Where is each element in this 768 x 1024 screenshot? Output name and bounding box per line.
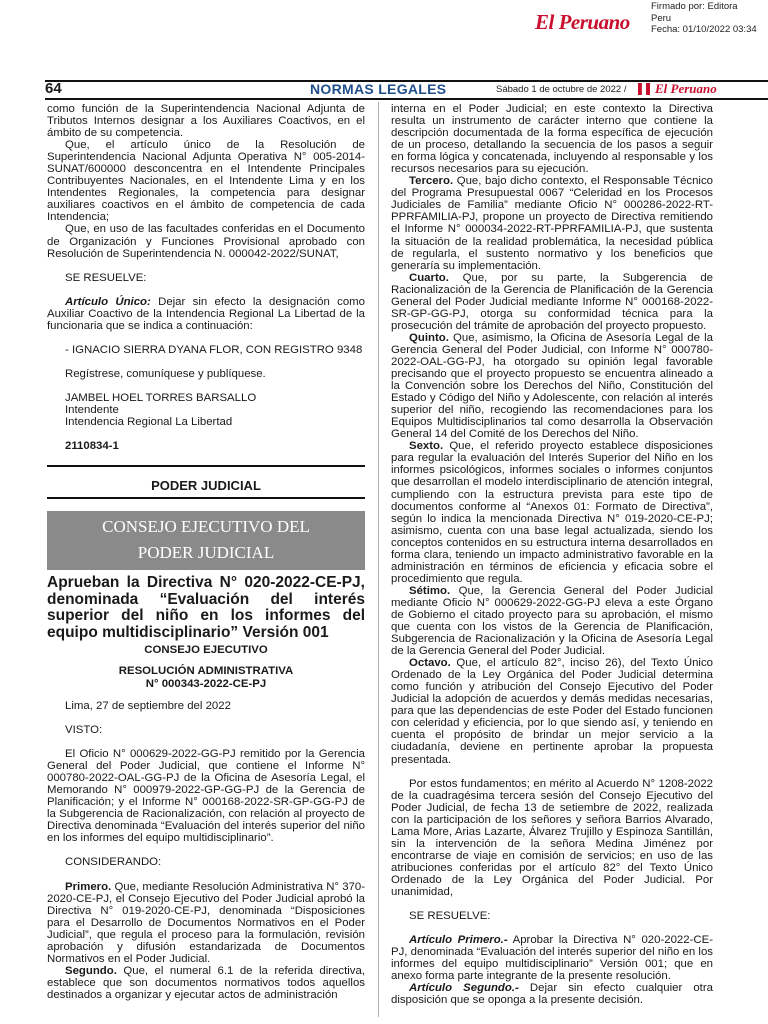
paragraph: Que, el artículo único de la Resolución de Superintendencia Nacional Adjunta Operativa N° 005-2014-SUNAT/600000 desconcentra en el Intendente Principales Contribuyentes Nacionales, en el Intendente Lima y en los Intendentes Regionales, la competencia para designar auxiliares coactivos en el ámbito de competencia de cada Intendencia;	[47, 139, 365, 224]
signature-line-1: Firmado por: Editora	[651, 1, 738, 12]
quinto-label: Quinto.	[409, 331, 449, 344]
cuarto	[391, 272, 713, 332]
cuarto-label: Cuarto.	[409, 271, 449, 284]
octavo-text: Que, el artículo 82°, inciso 26), del Texto Único Ordenado de la Ley Orgánica del Poder Judicial determina como función y atribución del Consejo Ejecutivo del Poder Judicial la adopción de acuerdos y demás medidas necesarias, para que las dependencias de este Poder del Estado funcionen con celeridad y eficiencia, por lo que siendo así, y teniendo en cuenta el propósito de brindar un mejor servicio a la ciudadanía, deviene en pertinente aprobar la propuesta presentada.	[391, 657, 713, 766]
primero-text: Que, mediante Resolución Administrativa N° 370-2020-CE-PJ, el Consejo Ejecutivo del Poder Judicial aprobó la Directiva N° 019-2020-CE-PJ, denominada “Disposiciones para el Desarrollo de Documentos Normativos en el Poder Judicial”, que regula el proceso para la formulación, revisión aprobación y difusión estandarizada de Documentos Normativos en el Poder Judicial.	[47, 880, 365, 965]
paragraph: como función de la Superintendencia Nacional Adjunta de Tributos Internos designar a los Auxiliares Coactivos, en el ámbito de su competencia.	[47, 103, 365, 140]
segundo	[47, 965, 365, 1001]
articulo-unico-text: Dejar sin efecto la designación como Auxiliar Coactivo de la Intendencia Regional La Libertad de la funcionaria que se indica a continuación:	[47, 295, 365, 332]
segundo-text: Que, el numeral 6.1 de la referida directiva, establece que son documentos normativos todos aquellos destinados a organizar y ejecutar actos de administración	[47, 964, 365, 1001]
signature-line-2: Peru	[651, 12, 672, 24]
tercero	[391, 175, 713, 271]
septimo-label: Sétimo.	[409, 584, 451, 597]
articulo-unico-label: Artículo Único:	[65, 295, 151, 308]
sexto-label: Sexto.	[409, 440, 444, 453]
articulo-segundo-label: Artículo Segundo.-	[409, 982, 519, 995]
signer-name: JAMBEL HOEL TORRES BARSALLO	[65, 391, 257, 404]
section-title: NORMAS LEGALES	[310, 81, 447, 97]
poder-judicial-title: PODER JUDICIAL	[151, 478, 261, 493]
se-resuelve-heading: SE RESUELVE:	[65, 271, 147, 284]
paragraph: Que, en uso de las facultades conferidas en el Documento de Organización y Funciones Provisional aprobado con Resolución de Superintendencia N. 000042-2022/SUNAT,	[47, 223, 365, 260]
cuarto-text: Que, por su parte, la Subgerencia de Racionalización de la Gerencia de Planificación de la Gerencia General del Poder Judicial mediante Informe N° 000168-2022-SR-GP-GG-PJ, otorga su conformidad técnica para la prosecución del trámite de aprobación del proyecto propuesto.	[391, 271, 713, 332]
right-column	[391, 103, 713, 1006]
header-rule-bottom	[45, 98, 768, 100]
primero	[47, 881, 365, 965]
header-brand: El Peruano	[655, 81, 717, 96]
poder-judicial-rule-top	[47, 465, 365, 467]
articulo-segundo	[391, 982, 713, 1006]
sexto-text: Que, el referido proyecto establece disposiciones para regular la evaluación del Interés Superior del Niño en los informes psicológicos, informes sociales o informes conjuntos que desarrollan el modelo interdisciplinario de atención integral, cumpliendo con la estructura prevista para este tipo de documentos conforme al “Anexos 01: Formato de Directiva”, según lo indica la mencionada Directiva N° 019-2020-CE-PJ; asimismo, cuenta con una base legal actualizada, siendo los conceptos contenidos en su estructura interna desarrollados en forma clara, teniendo un impacto administrativo favorable en la administración en términos de eficiencia y eficacia sobre el procedimiento que regula.	[391, 440, 713, 585]
peru-shield-icon	[638, 83, 650, 95]
resolution-number	[47, 665, 365, 690]
por-estos: Por estos fundamentos; en mérito al Acuerdo N° 1208-2022 de la cuadragésima tercera sesión del Consejo Ejecutivo del Poder Judicial, de fecha 13 de setiembre de 2022, realizada con la participación de los señores y señora Barrios Alvarado, Lama More, Arias Lazarte, Álvarez Trujillo y Espinoza Santillán, sin la intervención de la señora Medina Jiménez por encontrarse de viaje en comisión de servicios; en uso de las atribuciones conferidas por el artículo 82° del Texto Único Ordenado de la Ley Orgánica del Poder Judicial. Por unanimidad,	[391, 777, 713, 898]
quinto	[391, 332, 713, 440]
header-date: Sábado 1 de octubre de 2022 /	[496, 84, 627, 95]
septimo	[391, 585, 713, 657]
poder-judicial-rule-bottom	[47, 497, 365, 499]
septimo-text: Que, la Gerencia General del Poder Judicial mediante Oficio N° 000629-2022-GG-PJ eleva a este Órgano de Gobierno el citado proyecto para su aprobación, el mismo que cuenta con los vistos de la Gerencia de Planificación, Subgerencia de Racionalización y la Oficina de Asesoría Legal de la Gerencia General del Poder Judicial.	[391, 584, 713, 658]
articulo-segundo-text: Dejar sin efecto cualquier otra disposición que se oponga a la presente decisión.	[391, 982, 713, 1007]
signer-office: Intendencia Regional La Libertad	[65, 415, 233, 428]
considerando-heading: CONSIDERANDO:	[65, 856, 162, 869]
registrese: Regístrese, comuníquese y publíquese.	[65, 367, 266, 380]
tercero-label: Tercero.	[409, 175, 454, 188]
el-peruano-logo: El Peruano	[535, 10, 630, 34]
articulo-primero	[391, 934, 713, 982]
doc-code: 2110834-1	[65, 440, 119, 453]
signature-line-3: Fecha: 01/10/2022 03:34	[651, 24, 757, 35]
consejo-ejecutivo-banner	[47, 511, 365, 570]
right-intro: interna en el Poder Judicial; en este contexto la Directiva resulta un instrumento de carácter interno que contiene la descripción documentada de la forma específica de ejecución de un proceso, detallando la secuencia de los pasos a seguir en forma lógica y concatenada, incluyendo al responsable y los recursos necesarios para su ejecución.	[391, 103, 713, 176]
banner-line-2: PODER JUDICIAL	[137, 543, 275, 562]
signer-title: Intendente	[65, 403, 119, 416]
left-column-top	[47, 103, 365, 452]
left-column-bottom	[47, 700, 365, 1001]
primero-label: Primero.	[65, 880, 112, 893]
resolution-line-1: RESOLUCIÓN ADMINISTRATIVA	[118, 665, 294, 677]
page-number: 64	[45, 80, 62, 97]
main-heading: Aprueban la Directiva N° 020-2022-CE-PJ, denominada “Evaluación del interés superior del niño en los informes del equipo multidisciplinario” Versión 001	[47, 574, 365, 641]
articulo-unico	[47, 296, 365, 332]
sexto	[391, 440, 713, 585]
segundo-label: Segundo.	[65, 964, 117, 977]
visto-heading: VISTO:	[65, 724, 103, 737]
articulo-primero-text: Aprobar la Directiva N° 020-2022-CE-PJ, denominada “Evaluación del interés superior del niño en los informes del equipo multidisciplinario” Versión 001; que en anexo forma parte integrante de la presente resolución.	[391, 934, 714, 983]
octavo-label: Octavo.	[409, 657, 451, 670]
consejo-ejecutivo-label: CONSEJO EJECUTIVO	[144, 644, 268, 656]
quinto-text: Que, asimismo, la Oficina de Asesoría Legal de la Gerencia General del Poder Judicial, con Informe N° 000780-2022-OAL-GG-PJ, ha otorgado su opinión legal favorable precisando que el proyecto propuesto se encuentra alineado a la Convención sobre los Derechos del Niño, Constitución del Estado y Código del Niño y Adolescente, con relación al interés superior del niño, recogiendo las recomendaciones para los Equipos Multidisciplinarios tal como desarrolla la Observación General 14 del Comité de los Derechos del Niño.	[391, 331, 713, 441]
visto-text: El Oficio N° 000629-2022-GG-PJ remitido por la Gerencia General del Poder Judicial, que contiene el Informe N° 000780-2022-OAL-GG-PJ de la Oficina de Asesoría Legal, el Memorando N° 000979-2022-GP-GG-PJ de la Gerencia de Planificación; y el Informe N° 000168-2022-SR-GP-GG-PJ de la Subgerencia de Racionalización, con relación al proyecto de Directiva denominada “Evaluación del interés superior del niño en los informes del equipo multidisciplinario”.	[47, 748, 365, 845]
digital-signature	[651, 1, 768, 36]
resolution-line-2: N° 000343-2022-CE-PJ	[145, 677, 267, 690]
articulo-primero-label: Artículo Primero.-	[409, 934, 508, 947]
banner-line-1: CONSEJO EJECUTIVO DEL	[102, 517, 310, 536]
se-resuelve-heading-2: SE RESUELVE:	[409, 910, 491, 923]
octavo	[391, 657, 713, 765]
lima-date: Lima, 27 de septiembre del 2022	[65, 700, 231, 712]
tercero-text: Que, bajo dicho contexto, el Responsable Técnico del Programa Presupuestal 0067 “Celeridad en los Procesos Judiciales de Familia” mediante Oficio N° 000286-2022-RT-PPRFAMILIA-PJ, propone un proyecto de Directiva remitiendo el Informe N° 000034-2022-RT-PPRFAMILIA-PJ, que sustenta la situación de la realidad problemática, la necesidad pública de regularla, el sustento normativo y los beneficios que generaría su implementación.	[391, 175, 713, 272]
column-divider	[378, 102, 379, 1017]
designee: - IGNACIO SIERRA DYANA FLOR, CON REGISTRO 9348	[65, 343, 363, 356]
